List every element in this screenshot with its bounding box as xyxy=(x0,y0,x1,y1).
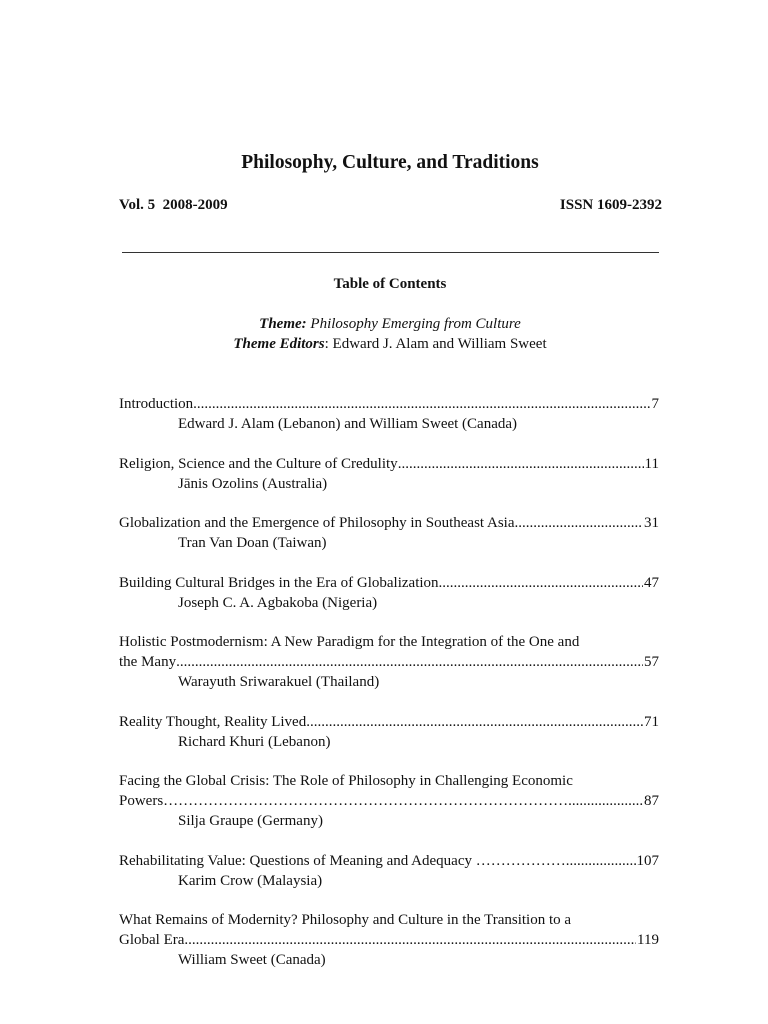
dot-leader xyxy=(184,930,636,950)
entry-title: Powers………………………………………………………………………. xyxy=(119,793,572,809)
toc-entry[interactable] xyxy=(119,632,659,692)
toc-entry[interactable] xyxy=(119,910,659,970)
dot-leader xyxy=(176,652,643,672)
volume-line xyxy=(119,197,662,214)
entry-page-number: 71 xyxy=(644,713,659,730)
entry-title: the Many xyxy=(119,654,177,670)
entry-title-line xyxy=(119,851,659,871)
theme-line xyxy=(0,316,768,333)
entry-page-number: 47 xyxy=(644,574,659,591)
entry-page-number: 7 xyxy=(651,396,659,412)
dot-leader xyxy=(306,712,643,732)
entry-title: Building Cultural Bridges in the Era of Globalization xyxy=(119,574,439,591)
entry-page-number: 57 xyxy=(644,654,659,670)
dot-leader xyxy=(515,513,644,533)
entry-page-number: 31 xyxy=(644,515,659,531)
dot-leader xyxy=(193,394,650,414)
entry-title: Religion, Science and the Culture of Credulity xyxy=(119,455,398,472)
toc-entry[interactable] xyxy=(119,771,659,831)
horizontal-rule xyxy=(122,252,659,253)
entry-title-line xyxy=(119,791,659,811)
entry-author: Karim Crow (Malaysia) xyxy=(178,872,323,889)
toc-list xyxy=(119,394,659,990)
issn-info: ISSN 1609-2392 xyxy=(559,197,662,213)
theme-editors-value: : Edward J. Alam and William Sweet xyxy=(324,336,547,352)
entry-author: William Sweet (Canada) xyxy=(178,952,326,968)
entry-author: Edward J. Alam (Lebanon) and William Sweet (Canada) xyxy=(178,416,518,432)
entry-title-line xyxy=(119,573,659,593)
theme-editors-label: Theme Editors xyxy=(233,336,325,352)
entry-title: Introduction xyxy=(119,396,194,412)
entry-title: Rehabilitating Value: Questions of Meaning and Adequacy ……………… xyxy=(119,852,566,869)
dot-leader xyxy=(566,851,636,871)
toc-heading: Table of Contents xyxy=(333,276,447,292)
entry-page-number: 11 xyxy=(644,455,659,472)
entry-author: Warayuth Sriwarakuel (Thailand) xyxy=(178,674,380,690)
toc-entry[interactable] xyxy=(119,394,659,434)
entry-title-line xyxy=(119,652,659,672)
dot-leader xyxy=(398,454,644,474)
toc-entry[interactable] xyxy=(119,712,659,752)
entry-title-first-line: What Remains of Modernity? Philosophy and Culture in the Transition to a xyxy=(119,912,572,928)
theme-label: Theme: xyxy=(259,316,307,332)
theme-value: Philosophy Emerging from Culture xyxy=(310,316,521,332)
entry-title-line xyxy=(119,454,659,474)
entry-page-number: 87 xyxy=(644,793,659,809)
toc-entry[interactable] xyxy=(119,454,659,494)
entry-author: Jānis Ozolins (Australia) xyxy=(178,475,328,492)
entry-title-line xyxy=(119,712,659,732)
entry-author: Richard Khuri (Lebanon) xyxy=(178,733,331,750)
dot-leader xyxy=(439,573,643,593)
entry-title-first-line: Holistic Postmodernism: A New Paradigm for the Integration of the One and xyxy=(119,634,580,650)
entry-title: Global Era xyxy=(119,932,185,948)
entry-title-first-line: Facing the Global Crisis: The Role of Philosophy in Challenging Economic xyxy=(119,773,573,789)
volume-info: Vol. 5 2008-2009 xyxy=(119,197,228,213)
entry-title: Reality Thought, Reality Lived xyxy=(119,713,307,730)
dot-leader xyxy=(572,791,643,811)
entry-author: Joseph C. A. Agbakoba (Nigeria) xyxy=(178,594,378,611)
entry-page-number: 107 xyxy=(636,852,659,869)
entry-title-line xyxy=(119,930,659,950)
entry-author: Tran Van Doan (Taiwan) xyxy=(178,535,327,551)
entry-title-line xyxy=(119,513,659,533)
theme-editors-line xyxy=(0,336,768,353)
entry-page-number: 119 xyxy=(637,932,659,948)
entry-author: Silja Graupe (Germany) xyxy=(178,813,323,829)
entry-title-line xyxy=(119,394,659,414)
toc-entry[interactable] xyxy=(119,513,659,553)
entry-title: Globalization and the Emergence of Philosophy in Southeast Asia xyxy=(119,515,515,531)
toc-entry[interactable] xyxy=(119,851,659,891)
toc-entry[interactable] xyxy=(119,573,659,613)
journal-title: Philosophy, Culture, and Traditions xyxy=(241,152,539,173)
